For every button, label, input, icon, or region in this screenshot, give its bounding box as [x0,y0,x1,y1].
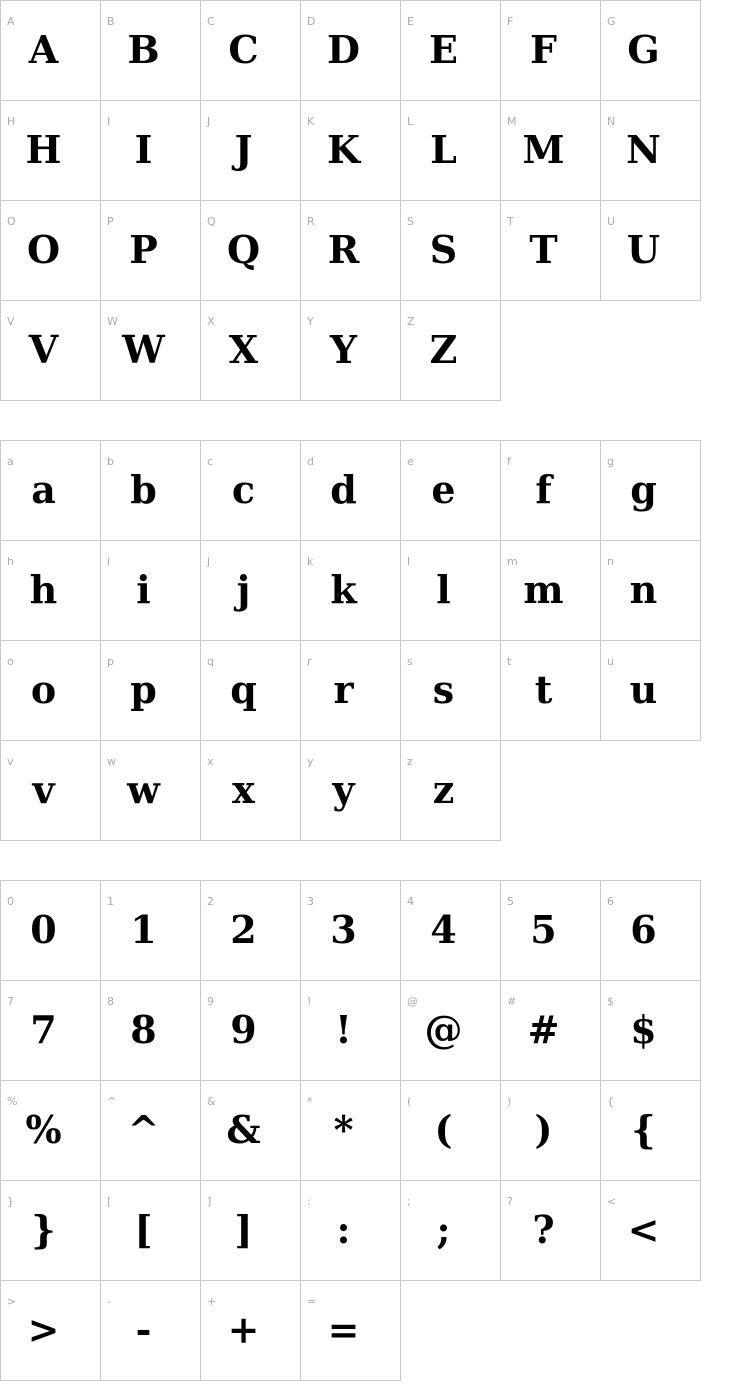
cell-glyph: % [25,1107,62,1152]
cell-label: ! [307,995,312,1008]
cell-glyph: 7 [30,1007,57,1052]
glyph-row [0,740,708,841]
glyph-cell [200,640,301,741]
cell-glyph: X [228,327,259,372]
glyph-row [0,200,708,301]
glyph-cell [500,100,601,201]
cell-label: J [207,115,211,128]
cell-label: d [307,455,314,468]
cell-glyph: W [122,327,165,372]
cell-label: P [107,215,114,228]
glyph-cell [200,1280,301,1381]
glyph-cell [400,880,501,981]
cell-label: y [307,755,314,768]
cell-label: * [307,1095,313,1108]
cell-label: ? [507,1195,513,1208]
glyph-cell [600,980,701,1081]
cell-label: [ [107,1195,112,1208]
glyph-cell [100,300,201,401]
cell-glyph: : [336,1207,351,1252]
digits-symbols-grid [0,880,708,1381]
cell-glyph: o [30,667,57,712]
cell-glyph: @ [424,1007,463,1052]
cell-label: } [7,1195,14,1208]
cell-label: S [407,215,414,228]
glyph-cell [200,880,301,981]
cell-label: I [107,115,111,128]
cell-label: u [607,655,614,668]
cell-label: 0 [7,895,14,908]
cell-glyph: B [127,27,160,72]
glyph-cell [600,1180,701,1281]
glyph-cell [500,980,601,1081]
cell-glyph: - [135,1307,152,1352]
cell-glyph: R [327,227,360,272]
cell-label: n [607,555,614,568]
glyph-cell [100,640,201,741]
cell-glyph: k [330,567,357,612]
glyph-cell [400,300,501,401]
cell-glyph: ] [234,1207,253,1252]
glyph-cell [100,980,201,1081]
glyph-cell [300,440,401,541]
lowercase-grid [0,440,708,841]
glyph-cell [300,200,401,301]
glyph-cell [500,1080,601,1181]
glyph-cell [300,880,401,981]
cell-label: g [607,455,614,468]
glyph-row [0,440,708,541]
cell-label: X [207,315,215,328]
glyph-cell [400,540,501,641]
cell-label: c [207,455,214,468]
cell-glyph: m [523,567,564,612]
cell-glyph: b [130,467,157,512]
cell-label: $ [607,995,614,1008]
glyph-cell [200,0,301,101]
glyph-cell [300,0,401,101]
cell-label: N [607,115,616,128]
glyph-row [0,640,708,741]
cell-label: 4 [407,895,414,908]
glyph-cell [200,300,301,401]
cell-glyph: a [31,467,56,512]
cell-glyph: J [234,127,253,172]
cell-glyph: p [130,667,157,712]
cell-glyph: 1 [130,907,157,952]
glyph-cell [200,740,301,841]
cell-glyph: T [529,227,558,272]
cell-glyph: U [626,227,661,272]
glyph-cell [0,640,101,741]
glyph-row [0,300,708,401]
cell-glyph: E [429,27,458,72]
glyph-cell [600,640,701,741]
cell-glyph: + [227,1307,260,1352]
glyph-cell [600,880,701,981]
cell-label: W [107,315,118,328]
cell-glyph: # [527,1007,560,1052]
glyph-cell [0,200,101,301]
cell-label: w [107,755,116,768]
glyph-cell [400,1080,501,1181]
glyph-cell [300,300,401,401]
cell-label: Z [407,315,415,328]
cell-label: h [7,555,14,568]
cell-label: G [607,15,616,28]
cell-label: Y [307,315,314,328]
glyph-cell [0,100,101,201]
glyph-row [0,1280,708,1381]
cell-label: A [7,15,15,28]
cell-glyph: L [430,127,457,172]
cell-glyph: 0 [30,907,57,952]
cell-label: L [407,115,414,128]
glyph-cell [100,1280,201,1381]
cell-label: O [7,215,16,228]
cell-label: 7 [7,995,14,1008]
cell-glyph: } [31,1207,56,1252]
cell-glyph: l [436,567,451,612]
glyph-cell [400,100,501,201]
cell-label: : [307,1195,311,1208]
cell-glyph: 3 [330,907,357,952]
glyph-cell [0,980,101,1081]
glyph-row [0,1080,708,1181]
cell-glyph: C [228,27,259,72]
glyph-cell [100,1180,201,1281]
cell-glyph: K [326,127,361,172]
glyph-cell [200,1180,301,1281]
cell-label: K [307,115,315,128]
cell-label: m [507,555,518,568]
cell-label: a [7,455,14,468]
cell-glyph: S [429,227,458,272]
glyph-cell [500,640,601,741]
cell-glyph: ; [436,1207,451,1252]
glyph-cell [200,200,301,301]
glyph-cell [100,880,201,981]
cell-glyph: = [327,1307,360,1352]
glyph-cell [400,740,501,841]
cell-label: r [307,655,312,668]
cell-label: & [207,1095,216,1108]
glyph-cell [100,200,201,301]
glyph-cell [600,440,701,541]
glyph-cell [100,740,201,841]
cell-glyph: t [534,667,553,712]
glyph-cell [0,1080,101,1181]
cell-label: 9 [207,995,214,1008]
glyph-cell [300,980,401,1081]
cell-glyph: I [134,127,153,172]
cell-label: C [207,15,215,28]
cell-glyph: A [28,27,59,72]
cell-label: < [607,1195,617,1208]
cell-glyph: F [530,27,557,72]
cell-glyph: e [431,467,456,512]
cell-label: v [7,755,14,768]
cell-label: # [507,995,517,1008]
cell-label: + [207,1295,217,1308]
glyph-cell [100,1080,201,1181]
cell-label: - [107,1295,111,1308]
cell-label: V [7,315,15,328]
glyph-cell [400,440,501,541]
glyph-cell [300,640,401,741]
glyph-cell [100,100,201,201]
glyph-cell [300,100,401,201]
cell-glyph: { [631,1107,656,1152]
glyph-cell [0,540,101,641]
glyph-cell [600,200,701,301]
cell-label: ; [407,1195,411,1208]
cell-label: ) [507,1095,512,1108]
cell-glyph: ( [434,1107,453,1152]
cell-glyph: 4 [430,907,457,952]
cell-glyph: ) [534,1107,553,1152]
cell-label: f [507,455,511,468]
glyph-cell [400,640,501,741]
cell-glyph: 9 [230,1007,257,1052]
glyph-cell [100,540,201,641]
cell-glyph: u [629,667,658,712]
cell-label: 2 [207,895,214,908]
glyph-cell [600,0,701,101]
glyph-cell [200,540,301,641]
cell-glyph: 2 [230,907,257,952]
glyph-cell [300,1180,401,1281]
cell-label: Q [207,215,216,228]
cell-label: p [107,655,114,668]
cell-glyph: Z [429,327,458,372]
cell-label: U [607,215,616,228]
cell-glyph: s [432,667,455,712]
glyph-cell [0,300,101,401]
glyph-cell [600,100,701,201]
glyph-cell [600,540,701,641]
cell-label: k [307,555,314,568]
cell-glyph: q [230,667,257,712]
cell-glyph: n [629,567,658,612]
cell-label: > [7,1295,17,1308]
glyph-cell [200,980,301,1081]
cell-label: M [507,115,517,128]
glyph-cell [500,540,601,641]
cell-label: = [307,1295,317,1308]
cell-label: % [7,1095,18,1108]
cell-glyph: r [333,667,354,712]
glyph-row [0,980,708,1081]
glyph-cell [500,0,601,101]
glyph-row [0,100,708,201]
glyph-cell [200,1080,301,1181]
cell-glyph: f [535,467,552,512]
glyph-cell [0,740,101,841]
cell-glyph: [ [134,1207,153,1252]
cell-glyph: > [27,1307,60,1352]
cell-glyph: O [26,227,61,272]
cell-label: E [407,15,414,28]
cell-label: b [107,455,114,468]
cell-label: { [607,1095,614,1108]
cell-label: l [407,555,411,568]
cell-label: i [107,555,111,568]
cell-glyph: $ [630,1007,657,1052]
glyph-cell [400,1180,501,1281]
cell-glyph: h [29,567,58,612]
cell-glyph: < [627,1207,660,1252]
glyph-row [0,0,708,101]
glyph-cell [500,880,601,981]
cell-glyph: N [626,127,661,172]
cell-label: ] [207,1195,212,1208]
cell-glyph: 6 [630,907,657,952]
cell-glyph: H [25,127,62,172]
cell-label: q [207,655,214,668]
cell-label: 1 [107,895,114,908]
cell-label: e [407,455,414,468]
cell-glyph: V [28,327,59,372]
glyph-row [0,1180,708,1281]
glyph-cell [500,200,601,301]
cell-label: ( [407,1095,412,1108]
cell-label: D [307,15,316,28]
cell-glyph: z [432,767,455,812]
glyph-cell [200,440,301,541]
glyph-cell [0,0,101,101]
cell-glyph: & [226,1107,261,1152]
cell-label: ^ [107,1095,117,1108]
cell-glyph: M [522,127,565,172]
cell-glyph: x [232,767,255,812]
cell-glyph: P [129,227,158,272]
cell-label: s [407,655,413,668]
cell-glyph: G [627,27,660,72]
cell-glyph: ^ [127,1107,160,1152]
cell-glyph: 5 [530,907,557,952]
glyph-cell [400,980,501,1081]
cell-glyph: ! [335,1007,352,1052]
cell-glyph: Y [329,327,358,372]
glyph-cell [600,1080,701,1181]
cell-label: j [207,555,211,568]
glyph-cell [100,440,201,541]
cell-label: o [7,655,14,668]
uppercase-grid [0,0,708,401]
glyph-row [0,540,708,641]
cell-glyph: ? [532,1207,555,1252]
cell-glyph: j [236,567,251,612]
cell-glyph: y [332,767,355,812]
cell-label: 3 [307,895,314,908]
cell-label: T [507,215,514,228]
cell-label: R [307,215,315,228]
cell-label: H [7,115,16,128]
glyph-cell [0,880,101,981]
cell-label: x [207,755,214,768]
glyph-cell [300,1080,401,1181]
cell-glyph: i [136,567,151,612]
cell-glyph: w [127,767,160,812]
cell-label: 8 [107,995,114,1008]
cell-label: z [407,755,413,768]
glyph-cell [400,200,501,301]
glyph-cell [300,1280,401,1381]
glyph-cell [200,100,301,201]
glyph-cell [400,0,501,101]
glyph-cell [300,740,401,841]
cell-glyph: d [330,467,357,512]
cell-label: B [107,15,115,28]
cell-glyph: Q [226,227,261,272]
cell-label: 6 [607,895,614,908]
glyph-cell [0,1180,101,1281]
cell-glyph: v [32,767,55,812]
cell-label: t [507,655,512,668]
cell-glyph: D [327,27,360,72]
glyph-cell [0,1280,101,1381]
glyph-cell [500,440,601,541]
cell-label: 5 [507,895,514,908]
cell-label: F [507,15,514,28]
cell-glyph: c [231,467,256,512]
cell-glyph: g [630,467,657,512]
glyph-row [0,880,708,981]
glyph-cell [500,1180,601,1281]
glyph-cell [100,0,201,101]
cell-glyph: 8 [130,1007,157,1052]
cell-label: @ [407,995,418,1008]
glyph-cell [300,540,401,641]
glyph-cell [0,440,101,541]
cell-glyph: * [333,1107,354,1152]
